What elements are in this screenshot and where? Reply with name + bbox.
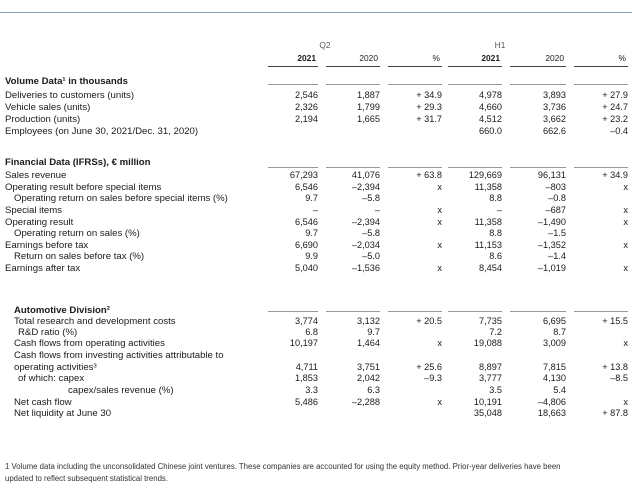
cell-h20: –803 xyxy=(545,182,566,192)
cell-h21: 3.5 xyxy=(489,385,502,395)
cell-h21: 8.6 xyxy=(489,251,502,261)
cell-hp: + 87.8 xyxy=(602,408,628,418)
cell-hp: x xyxy=(623,397,628,407)
group-header-q2: Q2 xyxy=(319,40,331,50)
row-label: Total research and development costs xyxy=(14,316,176,327)
cell-h21: 4,660 xyxy=(479,102,502,112)
column-header-q2-2021: 2021 xyxy=(268,53,318,67)
cell-q21: 6.8 xyxy=(305,327,318,337)
row-label: Automotive Division² xyxy=(14,305,110,316)
cell-qp: x xyxy=(437,263,442,273)
row-label: Special items xyxy=(5,205,63,216)
row-label: Operating return on sales (%) xyxy=(14,228,140,239)
table-row xyxy=(0,397,632,409)
table-row xyxy=(0,350,632,362)
cell-qp: + 34.9 xyxy=(416,90,442,100)
cell-q21: 3.3 xyxy=(305,385,318,395)
cell-hp: + 27.9 xyxy=(602,90,628,100)
cell-q20: 1,464 xyxy=(357,338,380,348)
footnote-line-2: updated to reflect subsequent statistical trends. xyxy=(5,474,168,483)
cell-hp: –8.5 xyxy=(610,373,628,383)
cell-qp: x xyxy=(437,338,442,348)
cell-h21: 8,454 xyxy=(479,263,502,273)
row-label: Sales revenue xyxy=(5,170,67,181)
cell-qp: x xyxy=(437,217,442,227)
section-heading xyxy=(0,305,632,317)
row-label: Financial Data (IFRSs), € million xyxy=(5,157,151,168)
cell-q20: –5.8 xyxy=(362,193,380,203)
column-header-h1-2021: 2021 xyxy=(448,53,502,67)
cell-qp: + 29.3 xyxy=(416,102,442,112)
row-label: R&D ratio (%) xyxy=(18,327,78,338)
cell-h21: 4,978 xyxy=(479,90,502,100)
cell-h20: 5.4 xyxy=(553,385,566,395)
table-row xyxy=(0,182,632,194)
table-row xyxy=(0,217,632,229)
section-heading xyxy=(0,157,632,169)
cell-q21: 10,197 xyxy=(289,338,318,348)
cell-h21: 10,191 xyxy=(473,397,502,407)
cell-q20: 1,665 xyxy=(357,114,380,124)
cell-h20: 3,893 xyxy=(543,90,566,100)
top-rule xyxy=(0,12,632,13)
cell-hp: x xyxy=(623,205,628,215)
cell-h21: 8,897 xyxy=(479,362,502,372)
cell-h21: 35,048 xyxy=(473,408,502,418)
table-row xyxy=(0,114,632,126)
cell-q20: –2,394 xyxy=(351,182,380,192)
row-label: Operating result xyxy=(5,217,74,228)
row-label: Production (units) xyxy=(5,114,81,125)
row-label: capex/sales revenue (%) xyxy=(68,385,174,396)
row-label: Operating return on sales before special items (%) xyxy=(14,193,228,204)
cell-h21: 11,358 xyxy=(474,182,502,192)
cell-q21: 6,546 xyxy=(295,182,318,192)
table-row xyxy=(0,338,632,350)
cell-q21: 9.7 xyxy=(305,228,318,238)
table-row xyxy=(0,408,632,420)
table-row xyxy=(0,240,632,252)
cell-h20: –0.8 xyxy=(548,193,566,203)
footnote-line-1: 1 Volume data including the unconsolidated Chinese joint ventures. These companies are accounted for using the equity method. Prior-year deliveries have been xyxy=(5,462,561,471)
cell-q20: 9.7 xyxy=(367,327,380,337)
cell-q21: 5,486 xyxy=(295,397,318,407)
table-row xyxy=(0,170,632,182)
cell-q21: 5,040 xyxy=(295,263,318,273)
cell-q20: 1,799 xyxy=(357,102,380,112)
cell-h20: –1,490 xyxy=(537,217,566,227)
cell-hp: + 34.9 xyxy=(602,170,628,180)
row-label: operating activities³ xyxy=(14,362,97,373)
cell-q20: 3,132 xyxy=(357,316,380,326)
cell-h20: –1,352 xyxy=(537,240,566,250)
cell-h20: 6,695 xyxy=(543,316,566,326)
cell-q21: 3,774 xyxy=(295,316,318,326)
table-row xyxy=(0,90,632,102)
cell-hp: + 13.8 xyxy=(602,362,628,372)
cell-q20: –5.0 xyxy=(362,251,380,261)
cell-q21: – xyxy=(312,205,318,215)
cell-h21: 11,153 xyxy=(474,240,502,250)
cell-h21: 11,358 xyxy=(474,217,502,227)
cell-h20: 8.7 xyxy=(553,327,566,337)
cell-h21: 3,777 xyxy=(479,373,502,383)
cell-h21: – xyxy=(496,205,502,215)
table-row xyxy=(0,126,632,138)
row-label: Volume Data¹ in thousands xyxy=(5,76,128,87)
cell-qp: + 31.7 xyxy=(416,114,442,124)
row-label: Cash flows from operating activities xyxy=(14,338,165,349)
table-row xyxy=(0,373,632,385)
table-row xyxy=(0,102,632,114)
column-header-q2-pct: % xyxy=(388,53,442,67)
row-label: Net liquidity at June 30 xyxy=(14,408,112,419)
cell-q20: –5.8 xyxy=(362,228,380,238)
cell-h20: –1.5 xyxy=(548,228,566,238)
cell-q20: –1,536 xyxy=(351,263,380,273)
cell-hp: x xyxy=(623,263,628,273)
cell-h21: 19,088 xyxy=(473,338,502,348)
cell-hp: –0.4 xyxy=(610,126,628,136)
cell-qp: –9.3 xyxy=(424,373,442,383)
cell-qp: + 20.5 xyxy=(416,316,442,326)
cell-hp: + 24.7 xyxy=(602,102,628,112)
table-row xyxy=(0,316,632,328)
cell-q20: 2,042 xyxy=(357,373,380,383)
cell-q21: 9.7 xyxy=(305,193,318,203)
cell-q20: 41,076 xyxy=(351,170,380,180)
cell-q20: 1,887 xyxy=(357,90,380,100)
cell-q21: 2,326 xyxy=(295,102,318,112)
cell-h20: 7,815 xyxy=(543,362,566,372)
cell-h20: 3,662 xyxy=(543,114,566,124)
table-row xyxy=(0,193,632,205)
cell-h20: –1.4 xyxy=(548,251,566,261)
row-label: Return on sales before tax (%) xyxy=(14,251,145,262)
cell-q21: 6,690 xyxy=(295,240,318,250)
cell-hp: + 15.5 xyxy=(602,316,628,326)
row-label: Operating result before special items xyxy=(5,182,162,193)
table-row xyxy=(0,228,632,240)
cell-q21: 1,853 xyxy=(295,373,318,383)
table-row xyxy=(0,362,632,374)
group-header-h1: H1 xyxy=(494,40,506,50)
cell-qp: + 25.6 xyxy=(416,362,442,372)
column-header-h1-2020: 2020 xyxy=(510,53,566,67)
cell-qp: x xyxy=(437,205,442,215)
cell-q21: 2,194 xyxy=(295,114,318,124)
cell-h20: –1,019 xyxy=(537,263,566,273)
row-label: Earnings before tax xyxy=(5,240,89,251)
row-label: Net cash flow xyxy=(14,397,72,408)
row-label: Deliveries to customers (units) xyxy=(5,90,135,101)
cell-q20: 6.3 xyxy=(367,385,380,395)
table-row xyxy=(0,385,632,397)
column-header-h1-pct: % xyxy=(574,53,628,67)
cell-hp: x xyxy=(623,240,628,250)
cell-h20: 3,009 xyxy=(543,338,566,348)
cell-h21: 4,512 xyxy=(479,114,502,124)
cell-h20: 18,663 xyxy=(537,408,566,418)
cell-q20: – xyxy=(374,205,380,215)
cell-h21: 8.8 xyxy=(489,228,502,238)
column-header-q2-2020: 2020 xyxy=(326,53,380,67)
cell-q20: –2,288 xyxy=(351,397,380,407)
cell-hp: x xyxy=(623,182,628,192)
cell-q20: 3,751 xyxy=(357,362,380,372)
cell-qp: x xyxy=(437,182,442,192)
cell-h21: 7,735 xyxy=(479,316,502,326)
row-label: Employees (on June 30, 2021/Dec. 31, 2020) xyxy=(5,126,199,137)
table-row xyxy=(0,205,632,217)
row-label: Cash flows from investing activities attributable to xyxy=(14,350,224,361)
cell-q20: –2,394 xyxy=(351,217,380,227)
section-heading xyxy=(0,76,632,88)
table-row xyxy=(0,263,632,275)
cell-q21: 6,546 xyxy=(295,217,318,227)
cell-h21: 660.0 xyxy=(479,126,502,136)
cell-h20: 3,736 xyxy=(543,102,566,112)
cell-h20: 4,130 xyxy=(543,373,566,383)
cell-h20: 662.6 xyxy=(543,126,566,136)
cell-qp: x xyxy=(437,240,442,250)
cell-hp: x xyxy=(623,217,628,227)
table-row xyxy=(0,327,632,339)
cell-hp: + 23.2 xyxy=(602,114,628,124)
cell-h21: 8.8 xyxy=(489,193,502,203)
cell-q21: 4,711 xyxy=(295,362,318,372)
cell-q21: 9.9 xyxy=(305,251,318,261)
cell-qp: x xyxy=(437,397,442,407)
table-row xyxy=(0,251,632,263)
cell-h20: –687 xyxy=(545,205,566,215)
cell-q20: –2,034 xyxy=(351,240,380,250)
cell-h20: –4,806 xyxy=(537,397,566,407)
cell-q21: 2,546 xyxy=(295,90,318,100)
row-label: Earnings after tax xyxy=(5,263,81,274)
cell-h20: 96,131 xyxy=(537,170,566,180)
cell-h21: 129,669 xyxy=(468,170,502,180)
row-label: of which: capex xyxy=(18,373,85,384)
cell-h21: 7.2 xyxy=(489,327,502,337)
row-label: Vehicle sales (units) xyxy=(5,102,91,113)
cell-hp: x xyxy=(623,338,628,348)
cell-q21: 67,293 xyxy=(289,170,318,180)
cell-qp: + 63.8 xyxy=(416,170,442,180)
